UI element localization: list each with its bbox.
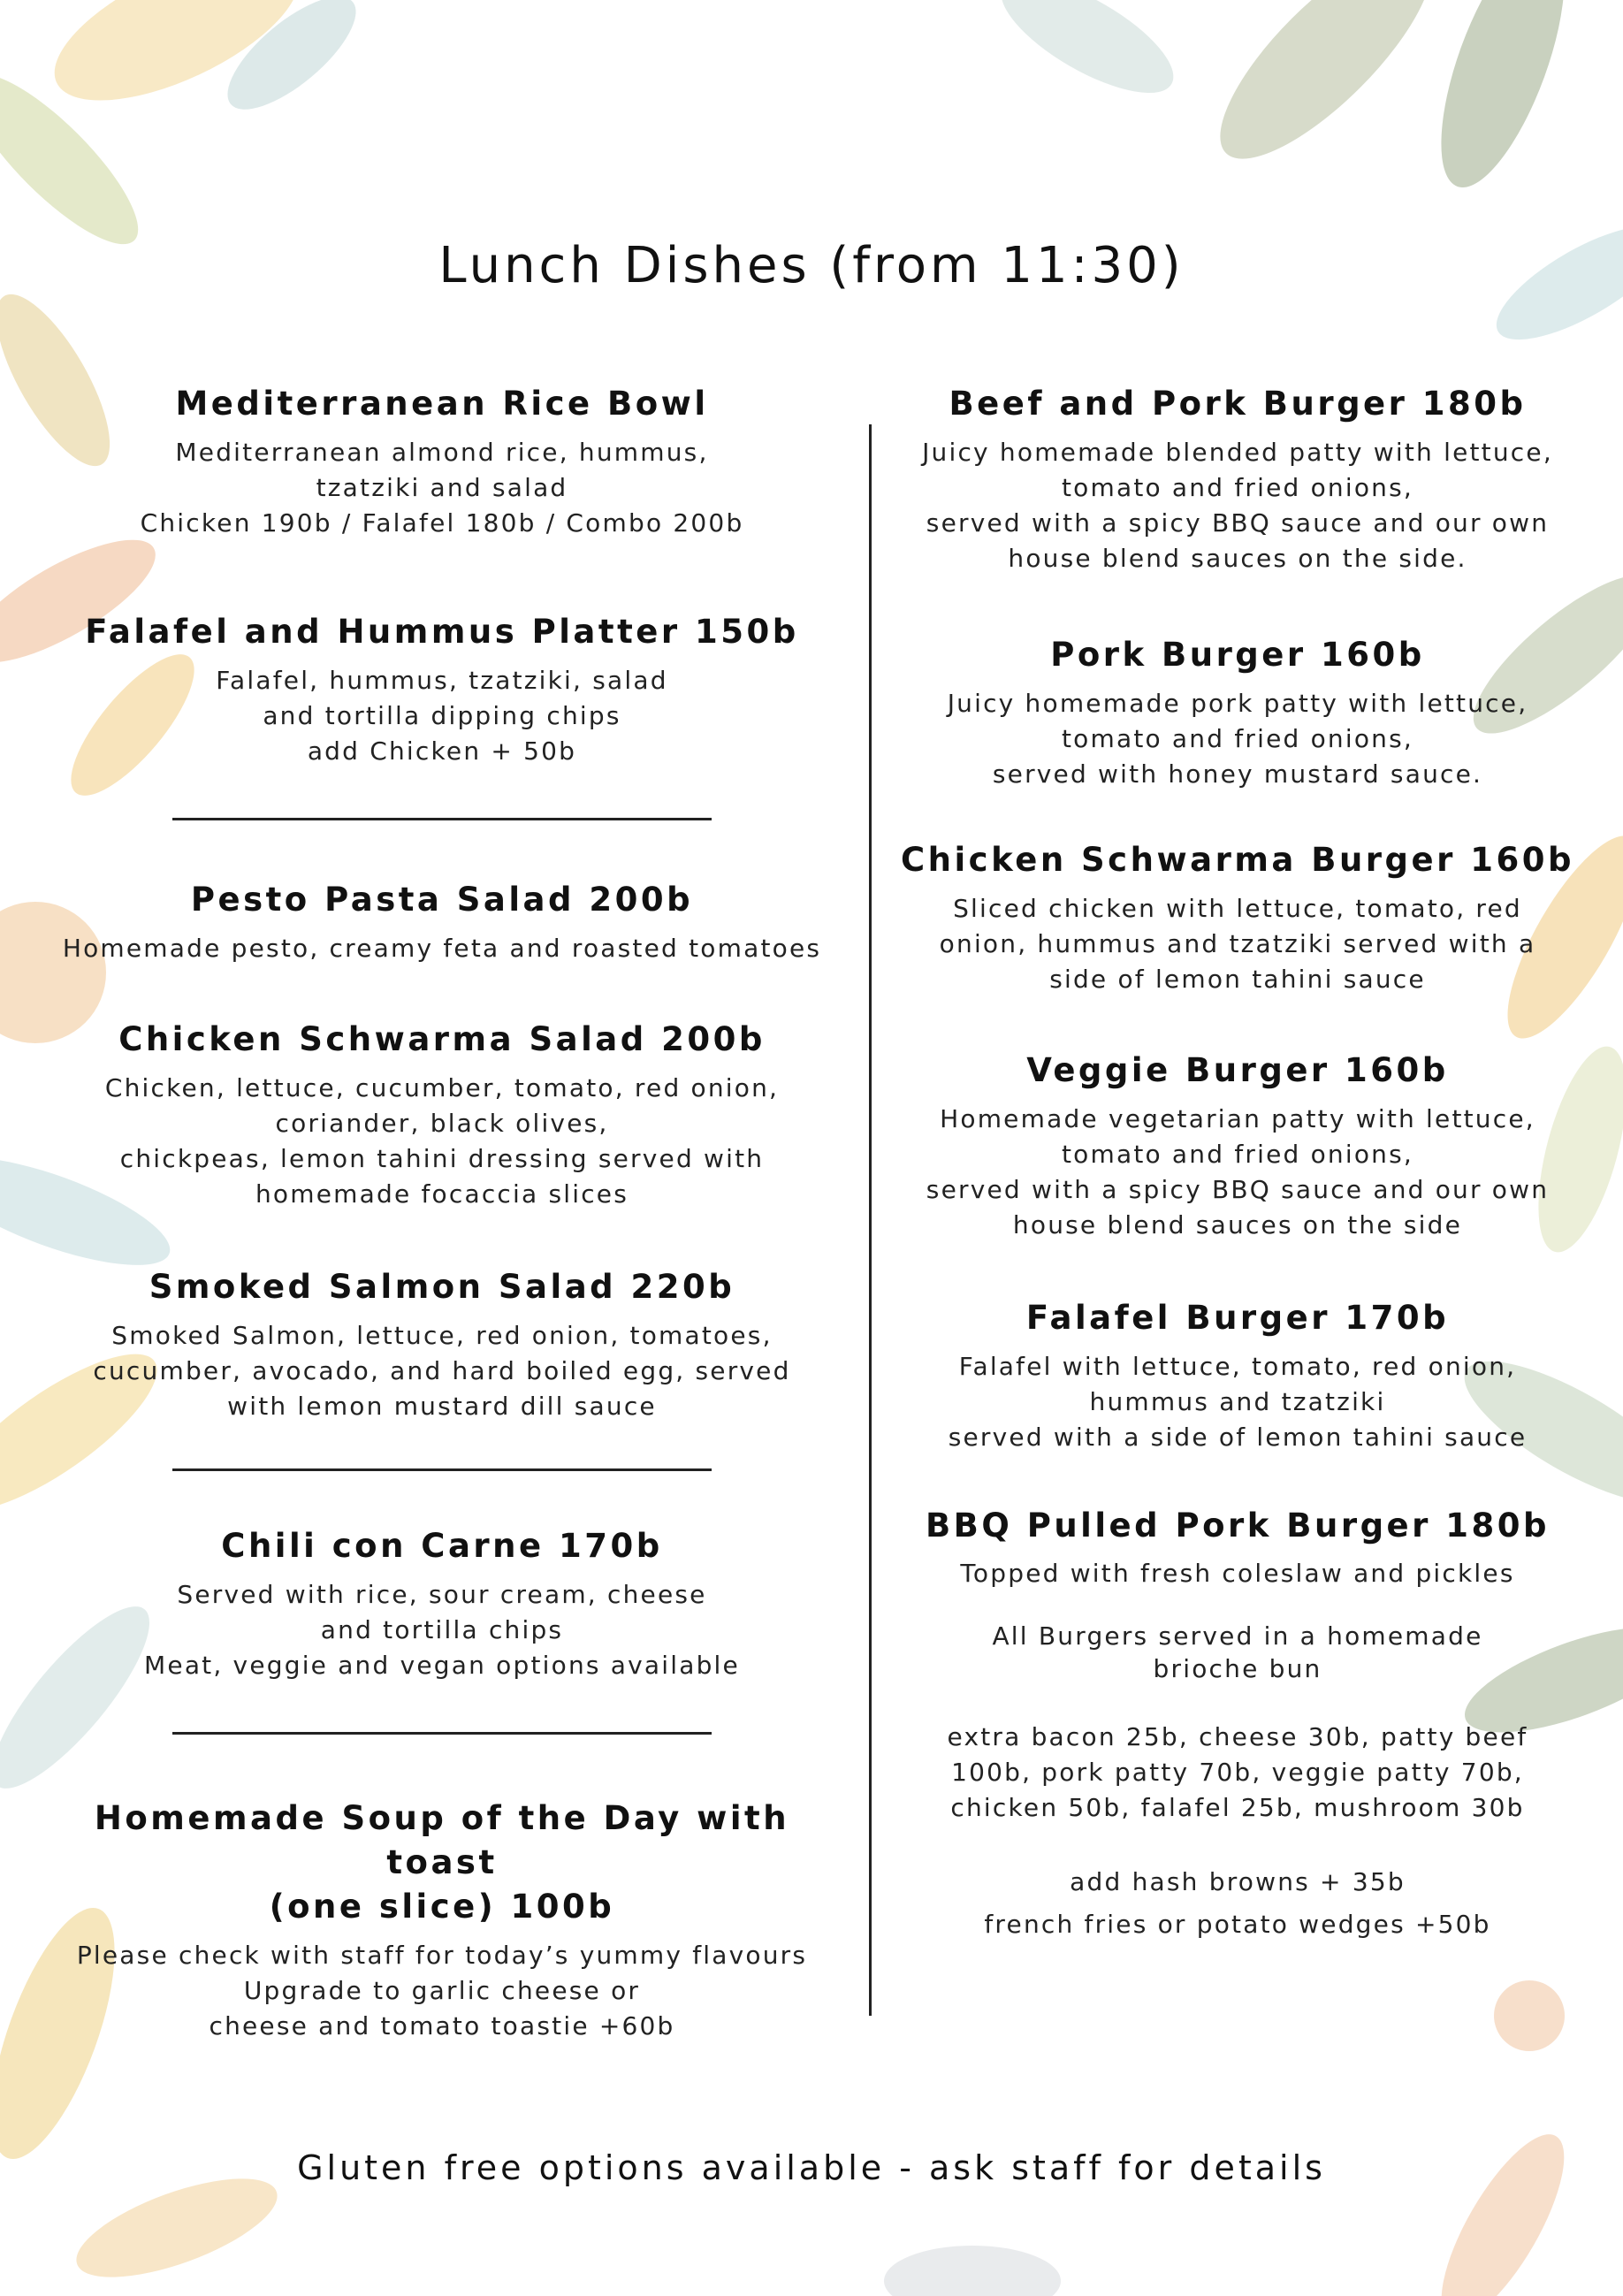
desc-line: and tortilla dipping chips [263, 701, 621, 730]
menu-item [884, 1504, 1591, 1943]
desc-line: with lemon mustard dill sauce [227, 1392, 657, 1421]
menu-item [884, 633, 1591, 792]
desc-line: Meat, veggie and vegan options available [144, 1651, 740, 1680]
dish-name [35, 1796, 849, 1929]
dish-description [35, 1938, 849, 2044]
dish-name: Mediterranean Rice Bowl [175, 385, 709, 423]
desc-line: house blend sauces on the side [1012, 1210, 1463, 1240]
desc-line: cheese and tomato toastie +60b [209, 2011, 675, 2040]
right-column [884, 382, 1591, 1943]
desc-line: served with a spicy BBQ sauce and our own [926, 1175, 1550, 1204]
desc-line: add hash browns + 35b [1070, 1867, 1406, 1896]
menu-item [884, 838, 1591, 997]
desc-line: served with a side of lemon tahini sauce [948, 1423, 1528, 1452]
menu-item [35, 1265, 849, 1424]
desc-line: served with a spicy BBQ sauce and our own [926, 508, 1550, 538]
desc-line: house blend sauces on the side. [1008, 544, 1467, 573]
desc-line: Please check with staff for today’s yummy flavours [76, 1941, 808, 1970]
desc-line: homemade focaccia slices [255, 1179, 629, 1209]
dish-description [884, 1557, 1591, 1943]
dish-name: Falafel and Hummus Platter 150b [85, 613, 799, 651]
section-divider [172, 818, 712, 820]
desc-line: tzatziki and salad [316, 473, 568, 502]
desc-line: brioche bun [1153, 1654, 1322, 1683]
dish-description [884, 891, 1591, 997]
desc-line: hummus and tzatziki [1089, 1387, 1386, 1416]
desc-line [884, 1590, 1591, 1620]
dish-description [35, 435, 849, 541]
desc-line [884, 1827, 1591, 1865]
desc-line: All Burgers served in a homemade [992, 1621, 1483, 1651]
menu-item [884, 382, 1591, 576]
desc-line: Chicken 190b / Falafel 180b / Combo 200b [140, 508, 744, 538]
desc-line: Smoked Salmon, lettuce, red onion, tomatoes, [111, 1321, 773, 1350]
desc-line: served with honey mustard sauce. [992, 759, 1483, 789]
desc-line: add Chicken + 50b [307, 736, 577, 766]
desc-line: side of lemon tahini sauce [1049, 965, 1426, 994]
desc-line: Falafel with lettuce, tomato, red onion, [958, 1352, 1517, 1381]
dish-description [884, 686, 1591, 792]
desc-line: onion, hummus and tzatziki served with a [939, 929, 1536, 958]
desc-line: chicken 50b, falafel 25b, mushroom 30b [950, 1793, 1525, 1822]
menu-item [884, 1296, 1591, 1455]
menu-item [35, 382, 849, 541]
desc-line: Juicy homemade blended patty with lettuce, [922, 438, 1553, 467]
desc-line: Upgrade to garlic cheese or [243, 1976, 641, 2005]
dish-name: Pork Burger 160b [1050, 636, 1425, 674]
dish-name: Falafel Burger 170b [1025, 1299, 1450, 1337]
menu-item [35, 610, 849, 769]
desc-line: and tortilla chips [320, 1615, 564, 1644]
column-divider [869, 424, 872, 2016]
desc-line: chickpeas, lemon tahini dressing served with [119, 1144, 765, 1173]
desc-line: tomato and fried onions, [1061, 1140, 1413, 1169]
desc-line: Mediterranean almond rice, hummus, [175, 438, 709, 467]
section-divider [172, 1468, 712, 1471]
dish-description [884, 435, 1591, 576]
footer-note: Gluten free options available - ask staff for details [297, 2148, 1326, 2187]
dish-description [35, 931, 849, 966]
dish-description [884, 1349, 1591, 1455]
dish-name: Beef and Pork Burger 180b [949, 385, 1527, 423]
desc-line: Homemade pesto, creamy feta and roasted tomatoes [62, 934, 822, 963]
desc-line: 100b, pork patty 70b, veggie patty 70b, [951, 1758, 1524, 1787]
desc-line: Topped with fresh coleslaw and pickles [960, 1559, 1515, 1588]
dish-name: BBQ Pulled Pork Burger 180b [925, 1507, 1550, 1545]
desc-line: Homemade vegetarian patty with lettuce, [940, 1104, 1535, 1133]
desc-line: tomato and fried onions, [1061, 724, 1413, 753]
dish-name-line: Homemade Soup of the Day with toast [94, 1799, 790, 1881]
desc-line: tomato and fried onions, [1061, 473, 1413, 502]
dish-description [35, 663, 849, 769]
desc-line: Chicken, lettuce, cucumber, tomato, red onion, [104, 1073, 780, 1102]
dish-name: Chicken Schwarma Burger 160b [901, 841, 1574, 879]
dish-name: Veggie Burger 160b [1026, 1051, 1449, 1089]
desc-line: french fries or potato wedges +50b [984, 1910, 1491, 1939]
menu-item [884, 1049, 1591, 1243]
dish-name-line: (one slice) 100b [269, 1888, 615, 1926]
desc-line: coriander, black olives, [275, 1109, 609, 1138]
desc-line: Sliced chicken with lettuce, tomato, red [953, 894, 1522, 923]
dish-description [35, 1318, 849, 1424]
dish-name: Chili con Carne 170b [221, 1527, 663, 1565]
page-title: Lunch Dishes (from 11:30) [438, 237, 1185, 294]
menu-item [35, 1796, 849, 2044]
dish-description [35, 1577, 849, 1683]
desc-line: cucumber, avocado, and hard boiled egg, served [93, 1356, 791, 1385]
section-divider [172, 1732, 712, 1735]
dish-name: Chicken Schwarma Salad 200b [118, 1020, 766, 1058]
desc-line: extra bacon 25b, cheese 30b, patty beef [947, 1722, 1528, 1751]
menu-item [35, 1018, 849, 1212]
dish-description [35, 1071, 849, 1212]
dish-description [884, 1102, 1591, 1243]
desc-line: Served with rice, sour cream, cheese [177, 1580, 707, 1609]
left-column [35, 382, 849, 2044]
menu-item [35, 1524, 849, 1683]
dish-name: Pesto Pasta Salad 200b [190, 881, 694, 919]
desc-line [884, 1685, 1591, 1720]
menu-item [35, 878, 849, 966]
desc-line: Juicy homemade pork patty with lettuce, [947, 689, 1528, 718]
desc-line: Falafel, hummus, tzatziki, salad [216, 666, 668, 695]
dish-name: Smoked Salmon Salad 220b [149, 1268, 735, 1306]
